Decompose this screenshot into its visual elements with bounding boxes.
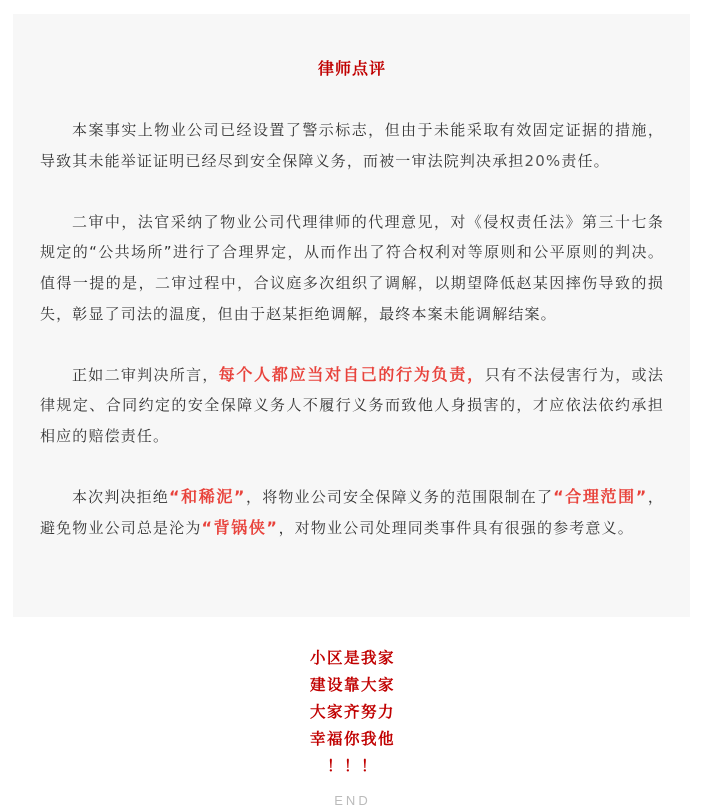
highlight-hexini: “和稀泥”: [168, 487, 247, 507]
paragraph-significance: [40, 482, 664, 543]
slogan-exclamations: ！！！: [326, 757, 378, 775]
paragraph-text: ，对物业公司处理同类事件具有很强的参考意义。: [278, 518, 634, 537]
slogan-line: 大家齐努力: [309, 703, 395, 721]
paragraph-second-instance: 二审中，法官采纳了物业公司代理律师的代理意见，对《侵权责任法》第三十七条规定的“公共场所”进行了合理界定，从而作出了符合权利对等原则和公平原则的判决。值得一提的是，二审过程中，合议庭多次组织了调解，以期望降低赵某因摔伤导致的损失，彰显了司法的温度，但由于赵某拒绝调解，最终本案未能调解结案。: [40, 212, 664, 323]
paragraph-text: 本案事实上物业公司已经设置了警示标志，但由于未能采取有效固定证据的措施，导致其未能举证证明已经尽到安全保障义务，而被一审法院判决承担: [40, 121, 664, 170]
slogan-line: 建设靠大家: [309, 676, 395, 694]
paragraph-text: 责任。: [561, 151, 610, 170]
commentary-title: 律师点评: [317, 59, 386, 78]
paragraph-judgment-quote: [40, 360, 664, 452]
lawyer-commentary-card: [13, 14, 690, 617]
highlight-responsibility: 每个人都应当对自己的行为负责，: [218, 364, 485, 384]
end-label: END: [334, 793, 371, 808]
slogan-block: [0, 645, 705, 780]
paragraph-text: 只有不法侵害行为，或法律规定、合同约定的安全保障义务人不履行义务而致他人身损害的，才应依法依约承担相应的赔偿责任。: [40, 365, 664, 445]
paragraph-first-instance: [40, 115, 664, 176]
highlight-scapegoat: “背锅侠”: [201, 517, 279, 537]
paragraph-text: ，将物业公司安全保障义务的范围限制在了: [246, 488, 554, 507]
paragraph-text: 正如二审判决所言，: [72, 365, 219, 384]
highlight-reasonable-scope: “合理范围”: [553, 487, 648, 507]
paragraph-text: 本次判决拒绝: [72, 488, 169, 507]
slogan-line: 小区是我家: [309, 649, 395, 667]
slogan-line: 幸福你我他: [309, 730, 395, 748]
paragraph-text: ，避免物业公司总是沦为: [40, 488, 664, 537]
liability-percent: 20%: [524, 151, 562, 170]
